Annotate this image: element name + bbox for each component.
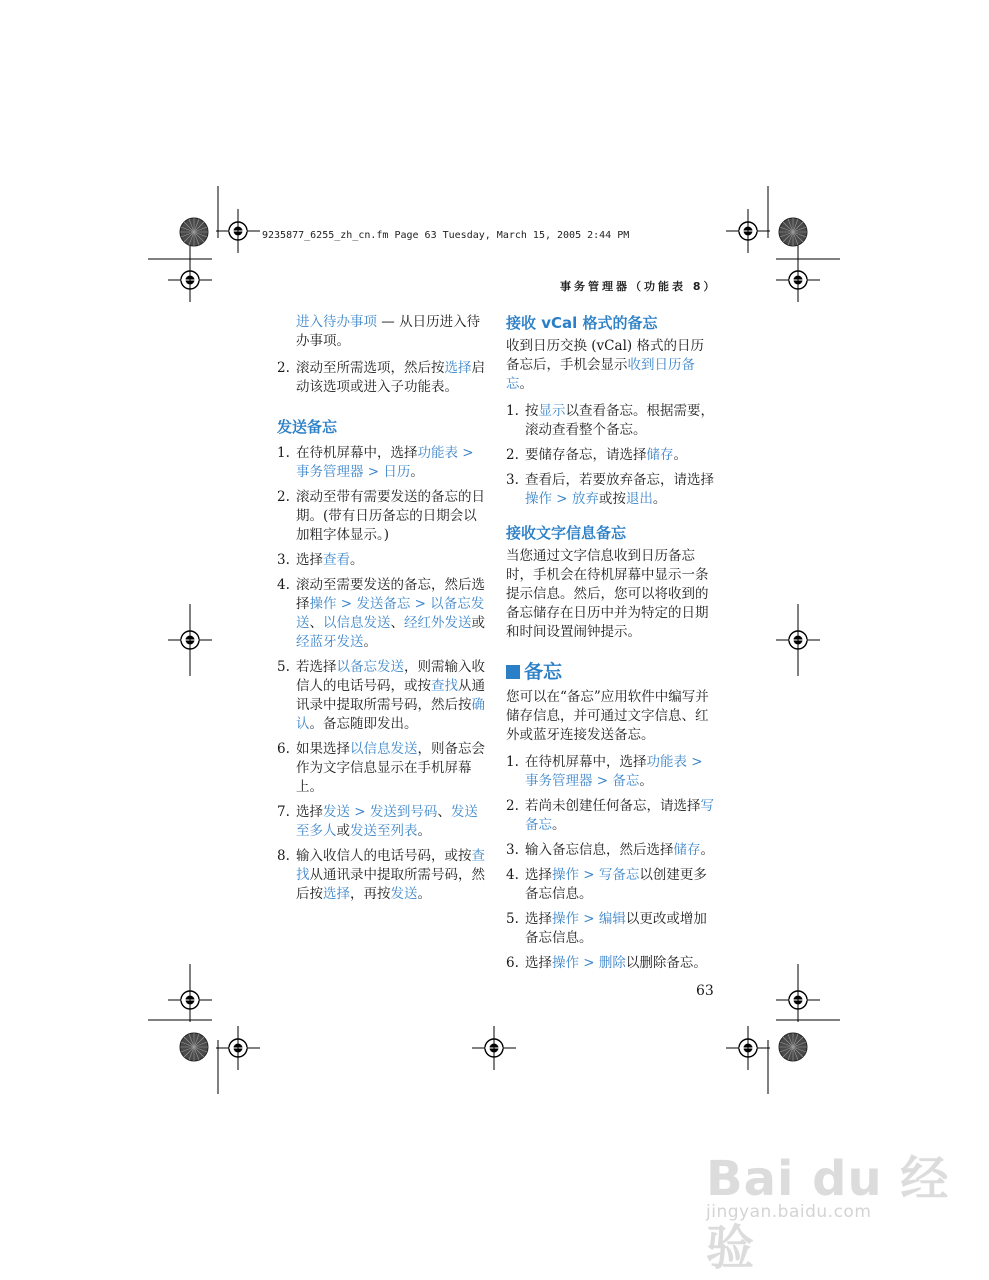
heading-receive-vcal: 接收 vCal 格式的备忘 xyxy=(506,314,658,332)
link-send-as-message[interactable]: 以信息发送 xyxy=(350,741,418,757)
list-item: 2. 滚动至所需选项，然后按选择启动该选项或进入子功能表。 xyxy=(277,360,485,395)
memo-step-list xyxy=(506,753,716,973)
link-select[interactable]: 选择 xyxy=(323,886,350,902)
link-show[interactable]: 显示 xyxy=(538,403,566,419)
list-item: 5. 选择操作 > 编辑以更改或增加备忘信息。 xyxy=(506,911,707,946)
running-header: 事务管理器（功能表 8） xyxy=(560,280,718,293)
file-info-line: 9235877_6255_zh_cn.fm Page 63 Tuesday, March 15, 2005 2:44 PM xyxy=(262,230,630,241)
list-item: 7. 选择发送 > 发送到号码、发送至多人或发送至列表。 xyxy=(277,804,478,839)
memo-intro: 您可以在“备忘”应用软件中编写并储存信息，并可通过文字信息、红外或蓝牙连接发送备忘。 xyxy=(506,689,709,743)
list-item: 3. 选择查看。 xyxy=(277,552,364,568)
list-item: 3. 输入备忘信息，然后选择储存。 xyxy=(506,842,714,858)
watermark xyxy=(706,1140,989,1278)
heading-memo: 备忘 xyxy=(506,660,716,684)
heading-receive-text-memo: 接收文字信息备忘 xyxy=(506,524,627,542)
link-path[interactable]: 操作 > 发送备忘 > 以备忘发送 xyxy=(296,596,485,631)
link-select[interactable]: 选择 xyxy=(444,360,472,376)
link-confirm[interactable]: 确认 xyxy=(296,697,485,732)
link-send-to-number[interactable]: 发送 > 发送到号码 xyxy=(323,804,438,820)
vcal-intro: 收到日历交换 (vCal) 格式的日历备忘后，手机会显示收到日历备忘。 xyxy=(506,338,704,392)
list-item: 5. 若选择以备忘发送，则需输入收信人的电话号码，或按查找从通讯录中提取所需号码，然后按确认。备忘随即发出。 xyxy=(277,659,485,732)
link-find[interactable]: 查找 xyxy=(431,678,458,694)
right-column xyxy=(506,313,716,979)
link-path[interactable]: 功能表 > 事务管理器 > 日历 xyxy=(296,445,474,480)
link-write-memo[interactable]: 写备忘 xyxy=(525,798,714,833)
baidu-logo: Bai du 经验 xyxy=(706,1151,950,1276)
link-send-bluetooth[interactable]: 经蓝牙发送 xyxy=(296,634,364,650)
list-item: 6. 选择操作 > 删除以删除备忘。 xyxy=(506,955,707,971)
send-step-list xyxy=(277,444,487,904)
text-memo-body: 当您通过文字信息收到日历备忘时，手机会在待机屏幕中显示一条提示信息。然后，您可以将收到的备忘储存在日历中并为特定的日期和时间设置闹钟提示。 xyxy=(506,548,709,640)
left-column xyxy=(277,313,487,910)
list-item: 2. 要储存备忘，请选择储存。 xyxy=(506,447,687,463)
list-item: 6. 如果选择以信息发送，则备忘会作为文字信息显示在手机屏幕上。 xyxy=(277,741,485,795)
list-item: 1. 按显示以查看备忘。根据需要，滚动查看整个备忘。 xyxy=(506,403,714,438)
page-number: 63 xyxy=(696,983,714,999)
link-send-as-message[interactable]: 以信息发送 xyxy=(323,615,391,631)
list-item: 4. 滚动至需要发送的备忘，然后选择操作 > 发送备忘 > 以备忘发送、以信息发送、经红外发送或经蓝牙发送。 xyxy=(277,577,485,650)
left-step-list xyxy=(277,359,487,397)
link-exit[interactable]: 退出 xyxy=(625,491,653,507)
list-item: 2. 若尚未创建任何备忘，请选择写备忘。 xyxy=(506,798,714,833)
list-item: 1. 在待机屏幕中，选择功能表 > 事务管理器 > 备忘。 xyxy=(506,754,703,789)
list-item: 4. 选择操作 > 写备忘以创建更多备忘信息。 xyxy=(506,867,707,902)
link-received-memo[interactable]: 收到日历备忘 xyxy=(506,357,695,392)
link-find[interactable]: 查找 xyxy=(296,848,485,883)
link-send-to-list[interactable]: 发送至列表 xyxy=(350,823,418,839)
link-discard[interactable]: 操作 > 放弃 xyxy=(525,491,599,507)
square-bullet-icon xyxy=(506,665,520,679)
list-item: 1. 在待机屏幕中，选择功能表 > 事务管理器 > 日历。 xyxy=(277,445,474,480)
heading-send-memo: 发送备忘 xyxy=(277,418,338,436)
link-path[interactable]: 功能表 > 事务管理器 > 备忘 xyxy=(525,754,703,789)
link-send[interactable]: 发送 xyxy=(390,886,418,902)
link-todo[interactable]: 进入待办事项 xyxy=(296,314,377,330)
link-write-memo[interactable]: 操作 > 写备忘 xyxy=(552,867,640,883)
link-delete[interactable]: 操作 > 删除 xyxy=(552,955,626,971)
list-item: 8. 输入收信人的电话号码，或按查找从通讯录中提取所需号码，然后按选择，再按发送。 xyxy=(277,848,485,902)
list-item: 3. 查看后，若要放弃备忘，请选择操作 > 放弃或按退出。 xyxy=(506,472,714,507)
link-send-to-many[interactable]: 发送至多人 xyxy=(296,804,478,839)
link-save[interactable]: 储存 xyxy=(646,447,674,463)
link-send-infrared[interactable]: 经红外发送 xyxy=(404,615,472,631)
list-item: 2. 滚动至带有需要发送的备忘的日期。(带有日历备忘的日期会以加粗字体显示。) xyxy=(277,489,485,543)
link-edit[interactable]: 操作 > 编辑 xyxy=(552,911,626,927)
link-save[interactable]: 储存 xyxy=(673,842,701,858)
vcal-step-list xyxy=(506,402,716,509)
link-send-as-memo[interactable]: 以备忘发送 xyxy=(336,659,404,675)
continued-item: 进入待办事项 — 从日历进入待办事项。 xyxy=(296,314,481,349)
link-view[interactable]: 查看 xyxy=(323,552,350,568)
watermark-url: jingyan.baidu.com xyxy=(706,1202,872,1222)
